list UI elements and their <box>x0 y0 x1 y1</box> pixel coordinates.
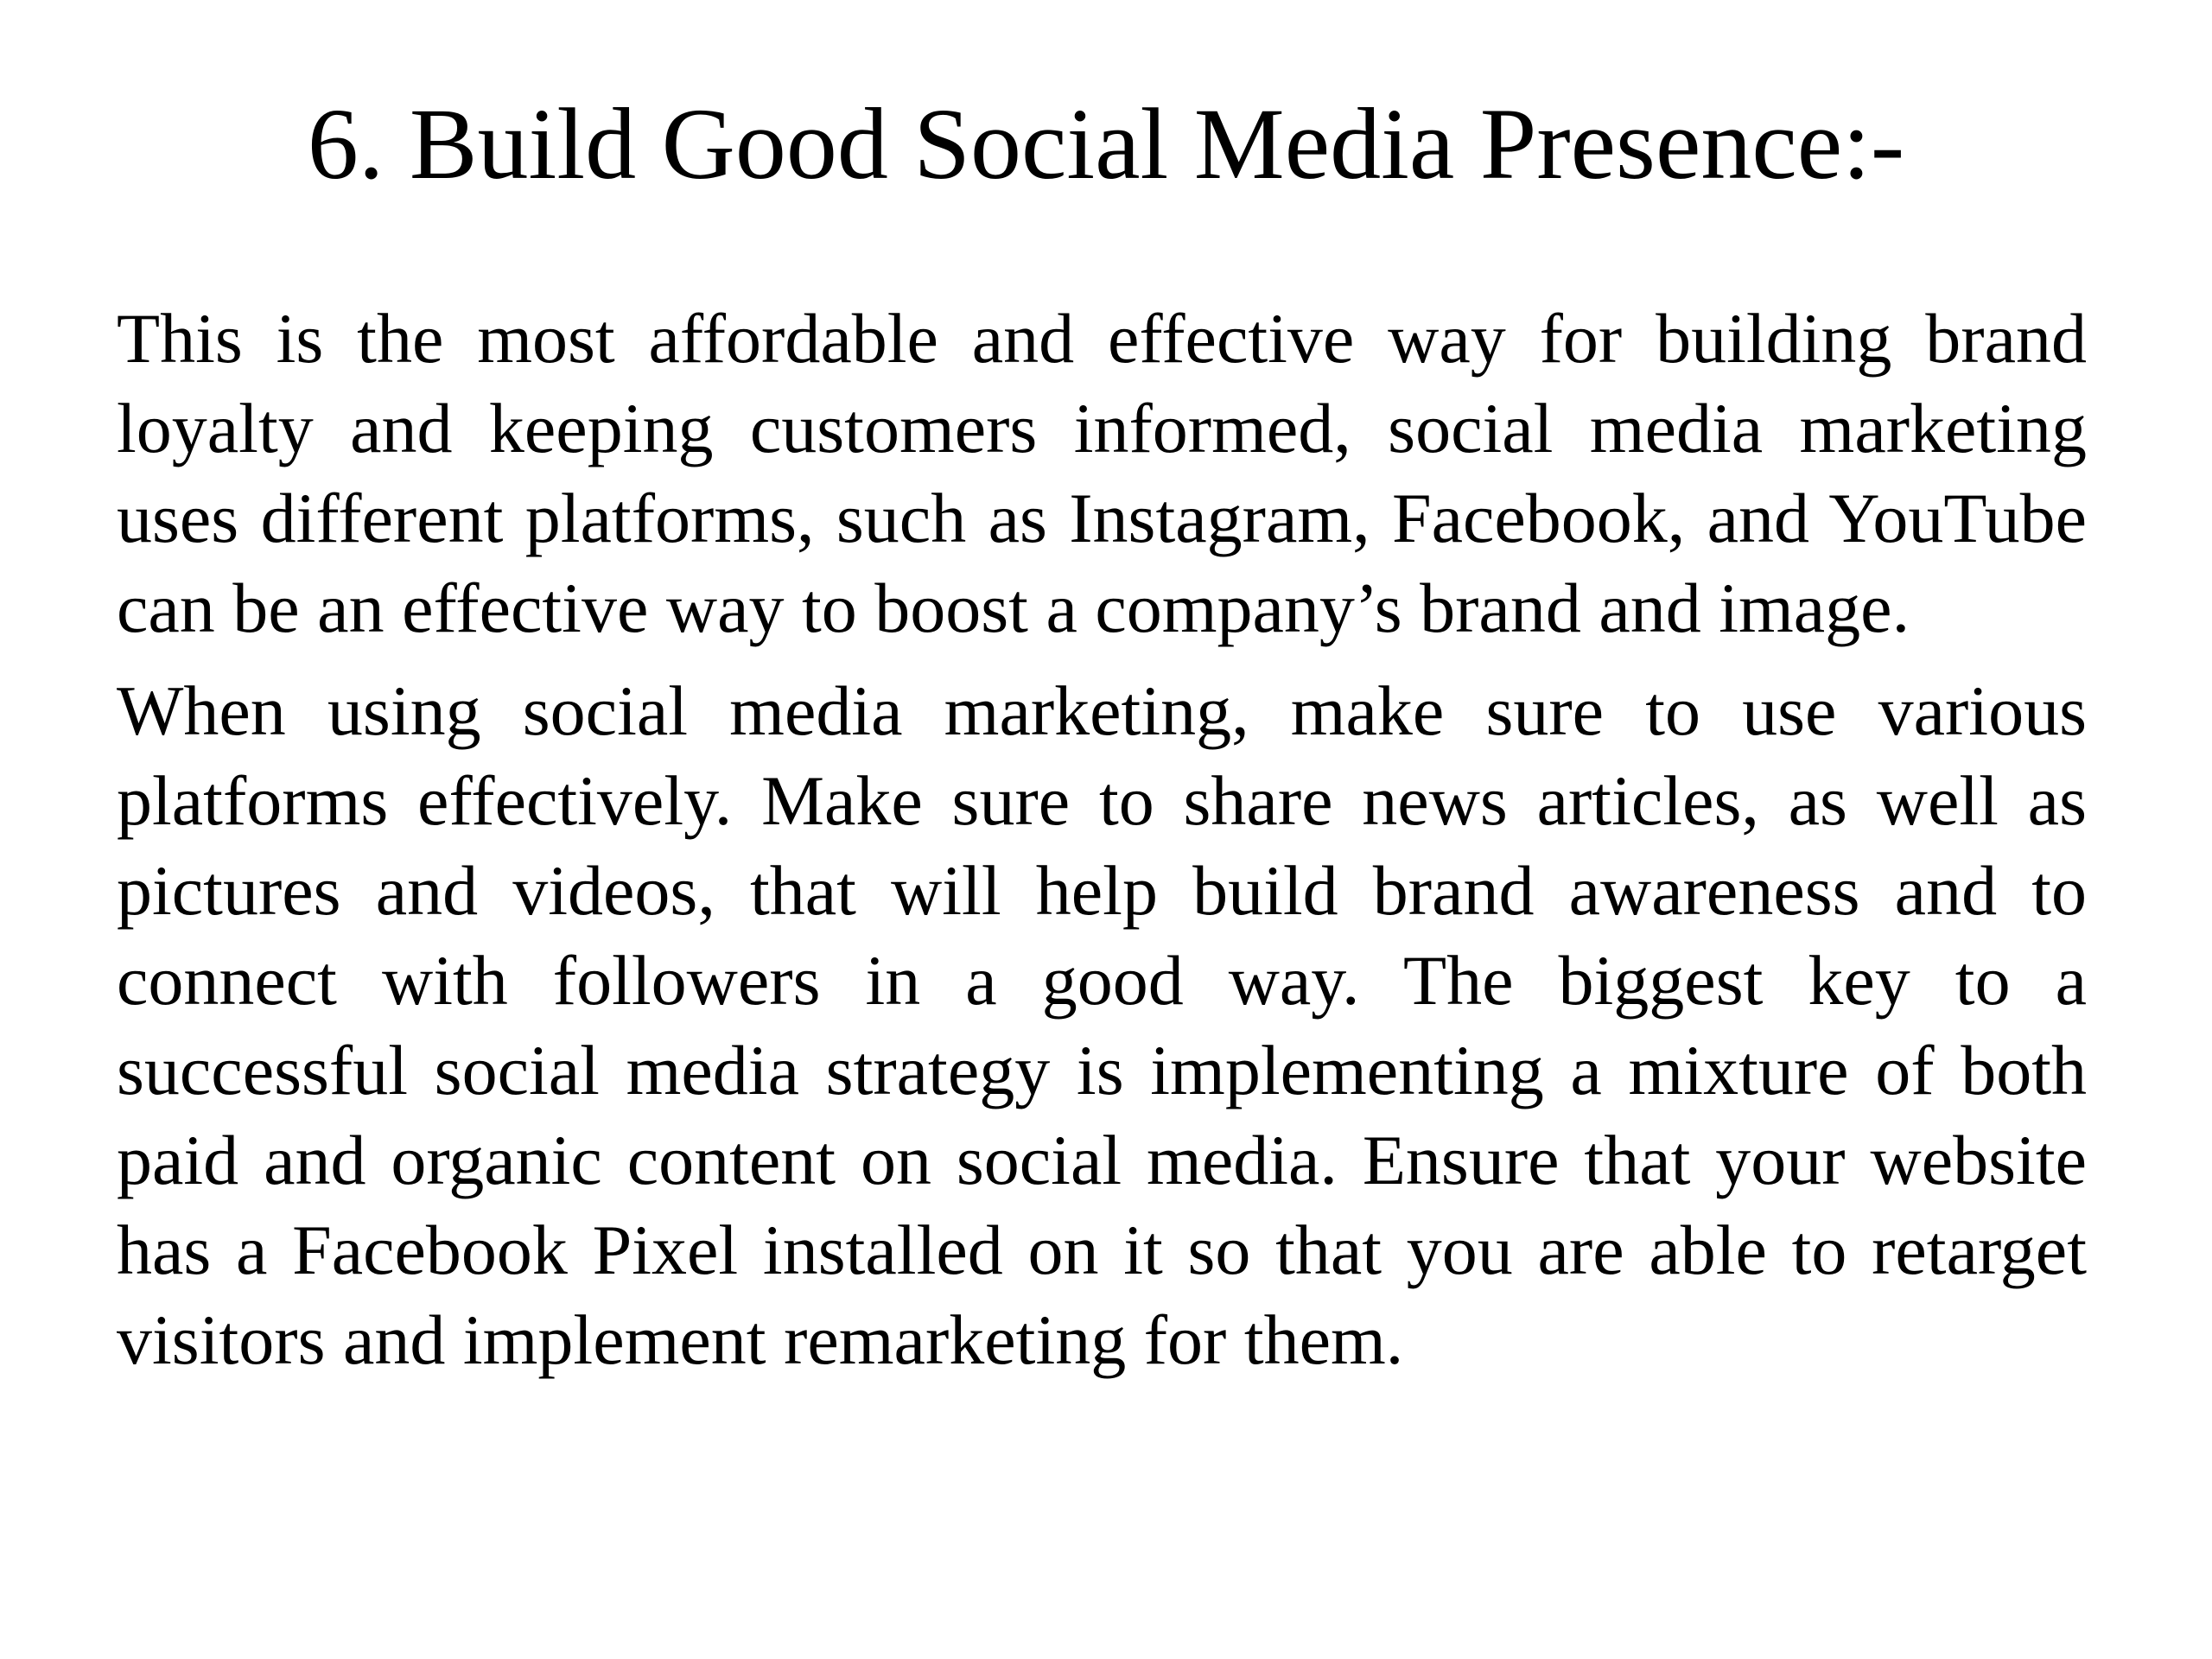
paragraph-strategy: When using social media marketing, make sure to use various platforms effectively. Make sure to share news articles, as well as pictures and videos, that will help build brand awareness and to connect with followers in a good way. The biggest key to a successful social media strategy is implementing a mixture of both paid and organic content on social media. Ensure that your website has a Facebook Pixel installed on it so that you are able to retarget visitors and implement remarketing for them. <box>117 671 2087 1379</box>
slide-body <box>117 294 2087 1398</box>
paragraph-intro: This is the most affordable and effective way for building brand loyalty and keeping customers informed, social media marketing uses different platforms, such as Instagram, Facebook, and YouTube can be an effective way to boost a company’s brand and image. <box>117 299 2087 647</box>
slide-title: 6. Build Good Social Media Presence:- <box>307 87 1905 200</box>
